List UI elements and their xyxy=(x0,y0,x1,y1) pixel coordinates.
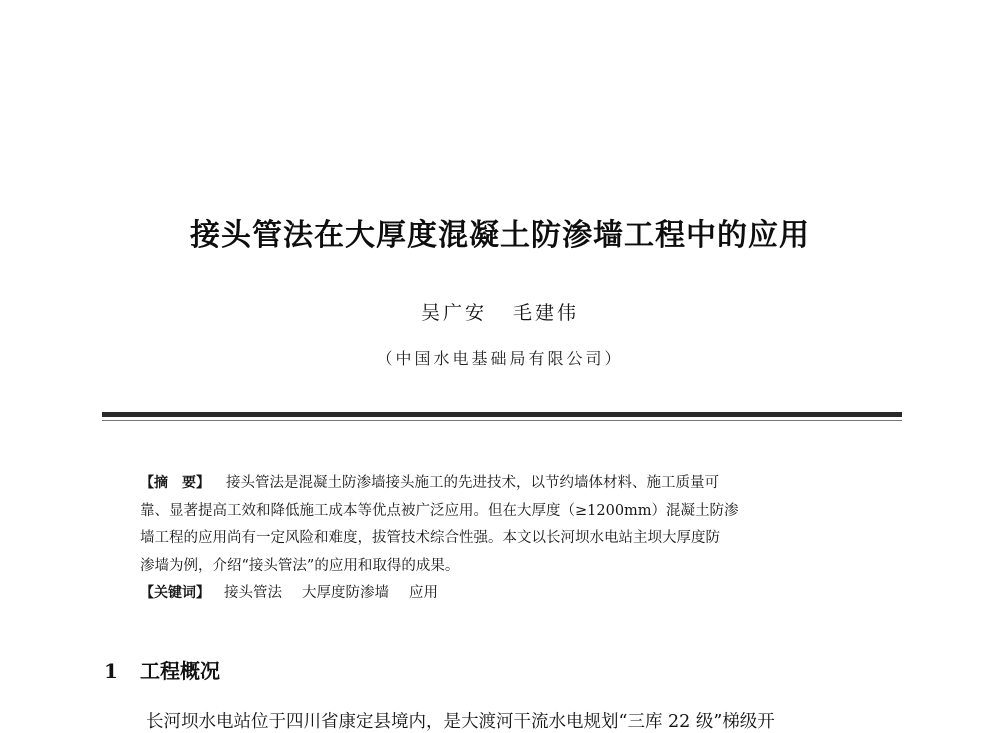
keywords-line xyxy=(140,580,864,608)
keyword: 应用 xyxy=(409,585,438,601)
section-title: 工程概况 xyxy=(140,659,220,683)
header-divider-thick xyxy=(102,412,902,417)
abstract-label: 【摘 要】 xyxy=(140,475,210,491)
header-divider-thin xyxy=(102,420,902,421)
abstract-line: 渗墙为例，介绍“接头管法”的应用和取得的成果。 xyxy=(140,557,460,574)
section-number: 1 xyxy=(104,659,118,683)
author-name: 吴广安 xyxy=(420,302,487,324)
paper-title: 接头管法在大厚度混凝土防渗墙工程中的应用 xyxy=(190,218,810,253)
abstract-text: 接头管法是混凝土防渗墙接头施工的先进技术，以节约墙体材料、施工质量可 xyxy=(226,475,719,491)
keyword-list xyxy=(224,585,458,601)
body-paragraph-line: 长河坝水电站位于四川省康定县境内，是大渡河干流水电规划“三库 22 级”梯级开 xyxy=(146,712,775,732)
abstract-block xyxy=(140,470,864,608)
keywords-label: 【关键词】 xyxy=(140,585,210,601)
abstract-line xyxy=(140,470,864,498)
keyword: 接头管法 xyxy=(224,585,282,601)
keyword: 大厚度防渗墙 xyxy=(302,585,389,601)
author-name: 毛建伟 xyxy=(513,302,580,324)
author-list xyxy=(100,298,900,325)
section-heading xyxy=(104,655,220,684)
author-affiliation: （中国水电基础局有限公司） xyxy=(376,349,624,368)
abstract-line: 靠、显著提高工效和降低施工成本等优点被广泛应用。但在大厚度（≥1200mm）混凝土防渗 xyxy=(140,502,739,519)
abstract-line: 墙工程的应用尚有一定风险和难度，拔管技术综合性强。本文以长河坝水电站主坝大厚度防 xyxy=(140,530,720,546)
